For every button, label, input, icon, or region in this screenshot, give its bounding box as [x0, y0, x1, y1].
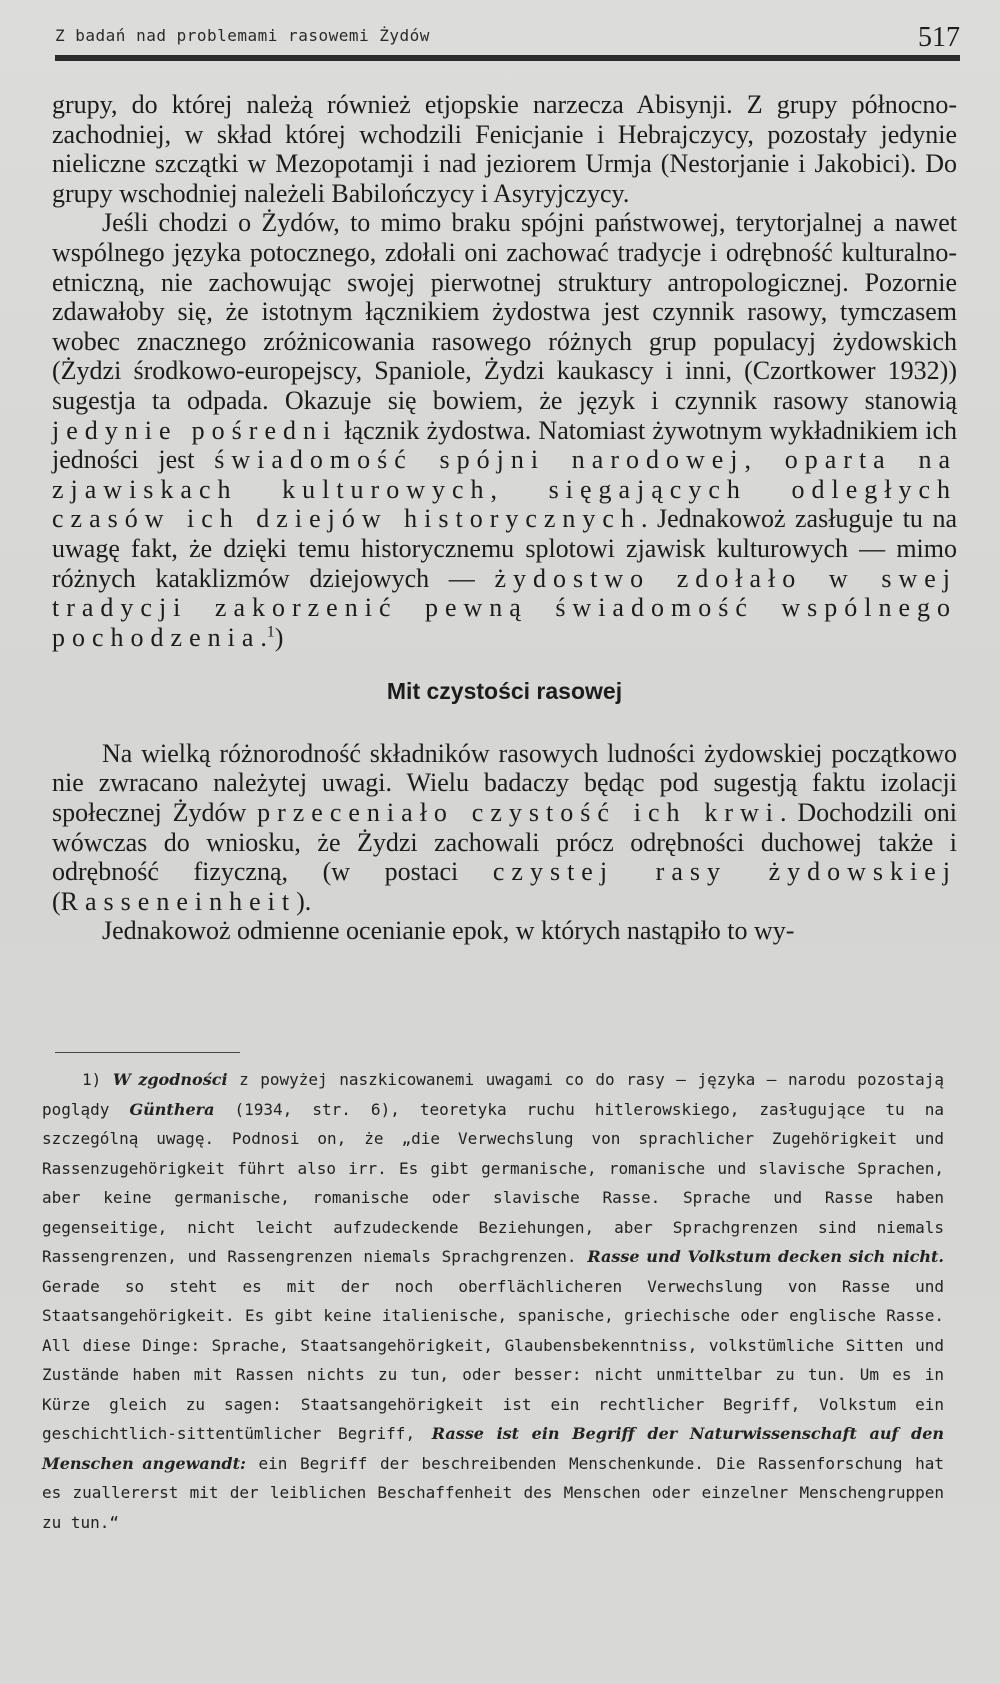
footnote-italic: Günthera: [129, 1099, 215, 1119]
paragraph-3-text: . Dochodzili oni wówczas do wniosku, że Żydzi zachowali prócz odrębności duchowej także i odrębność fizyczną, (w postaci: [52, 798, 957, 887]
main-text: [52, 90, 957, 946]
footnote-text: (1934, str. 6), teoretyka ruchu hitlerowskiego, zasługujące tu na szczególną uwagę. Podnosi on, że „die Verwechslung von sprachlicher Zugehörigkeit und Rassenzugehörigkeit führt also irr. Es gibt germanische, romanische und slavische Sprachen, aber keine germanische, romanische oder slavische Rasse. Sprache und Rasse haben gegenseitige, nicht leicht aufzudeckende Beziehungen, aber Sprachgrenzen sind niemals Rassengrenzen, und Rassengrenzen niemals Sprachgrenzen.: [42, 1099, 945, 1266]
header-rule: [55, 55, 960, 61]
footnote-text: ein Begriff der beschreibenden Menschenkunde. Die Rassenforschung hat es zuallererst mit der leiblichen Beschaffenheit des Menschen oder einzelner Menschengruppen zu tun.“: [42, 1453, 944, 1532]
page-number: 517: [918, 22, 960, 53]
paragraph-2: [52, 208, 957, 652]
footnote-1: [42, 1065, 944, 1537]
paragraph-4-text: Jednakowoż odmienne ocenianie epok, w których nastąpiło to wy-: [102, 916, 795, 946]
section-heading: Mit czystości rasowej: [386, 678, 623, 705]
footnote-text: Gerade so steht es mit der noch oberflächlicheren Verwechslung von Rasse und Staatsangehörigkeit. Es gibt keine italienische, spanische, griechische oder englische Rasse. All diese Dinge: Sprache, Staatsangehörigkeit, Glaubensbekenntniss, volkstümliche Sitten und Zustände haben mit Rassen nichts zu tun, oder besser: nicht unmittelbar zu tun. Um es in Kürze gleich zu sagen: Staatsangehörigkeit ist ein rechtlicher Begriff, Volkstum ein geschichtlich-sittentümlicher Begriff,: [42, 1276, 944, 1443]
spaced-emphasis: żydostwo zdołało w swej tradycji zakorzenić pewną świadomość wspólnego pochodzenia: [52, 563, 958, 652]
spaced-emphasis: jedynie pośredni: [52, 415, 338, 445]
footnote-italic: W zgodności: [112, 1070, 228, 1089]
paragraph-2-text: .: [260, 622, 267, 652]
paragraph-2-text: Jeśli chodzi o Żydów, to mimo braku spójni państwowej, terytorjalnej a nawet wspólnego języka potocznego, zdołali oni zachować tradycje i odrębność kulturalno-etniczną, nie zachowując swojej pierwotnej struktury antropologicznej. Pozornie zdawałoby się, że istotnym łącznikiem żydostwa jest czynnik rasowy, tymczasem wobec znacznego zróżnicowania rasowego różnych grup populacyj żydowskich (Żydzi środkowo-europejscy, Spaniole, Żydzi kaukascy i inni, (Czortkower 1932)) sugestja ta odpada. Okazuje się bowiem, że język i czynnik rasowy stanowią: [52, 208, 957, 415]
spaced-emphasis: przeceniało czystość ich krwi: [257, 798, 781, 828]
footnote-reference[interactable]: 1: [266, 623, 275, 641]
paragraph-3-text: (: [52, 886, 61, 916]
footnote-rule: [55, 1052, 240, 1053]
paragraph-1-text: grupy, do której należą również etjopskie narzecza Abisynji. Z grupy północno-zachodniej, w skład której wchodzili Fenicjanie i Hebrajczycy, pozostały jedynie nieliczne szczątki w Mezopotamji i nad jeziorem Urmja (Nestorjanie i Jakobici). Do grupy wschodniej należeli Babilończycy i Asyryjczycy.: [52, 90, 957, 208]
paragraph-2-text: ): [274, 622, 284, 652]
paragraph-1: [52, 90, 957, 208]
footnote-italic: Rasse ist ein Begriff der Naturwissenschaft auf den Menschen angewandt:: [42, 1424, 945, 1473]
footnote-italic: Rasse und Volkstum decken sich nicht.: [587, 1247, 944, 1266]
footnote-mark: 1): [82, 1070, 102, 1089]
paragraph-2-text: łącznik żydostwa. Natomiast żywotnym wykładnikiem ich jedności jest: [52, 415, 957, 475]
paragraph-3: [52, 739, 957, 917]
running-title: Z badań nad problemami rasowemi Żydów: [55, 26, 430, 45]
paragraph-3-text: ).: [296, 886, 312, 916]
spaced-emphasis: czystej rasy żydowskiej: [492, 857, 957, 887]
footnote-text: z powyżej naszkicowanemi uwagami co do rasy — języka — narodu pozostają poglądy: [42, 1070, 944, 1119]
paragraph-3-text: Na wielką różnorodność składników rasowych ludności żydowskiej początkowo nie zwracano należytej uwagi. Wielu badaczy będąc pod sugestją faktu izolacji społecznej Żydów: [52, 738, 957, 828]
paragraph-2-text: . Jednakowoż zasługuje tu na uwagę fakt, że dzięki temu historycznemu splotowi zjawisk kulturowych — mimo różnych kataklizmów dziejowych —: [52, 504, 957, 593]
paragraph-4: [52, 916, 957, 946]
spaced-emphasis: Rasseneinheit: [60, 886, 297, 916]
footnote: [42, 1065, 944, 1537]
spaced-emphasis: świadomość spójni narodowej, oparta na zjawiskach kulturowych, sięgających odległych czasów ich dziejów historycznych: [52, 445, 957, 534]
